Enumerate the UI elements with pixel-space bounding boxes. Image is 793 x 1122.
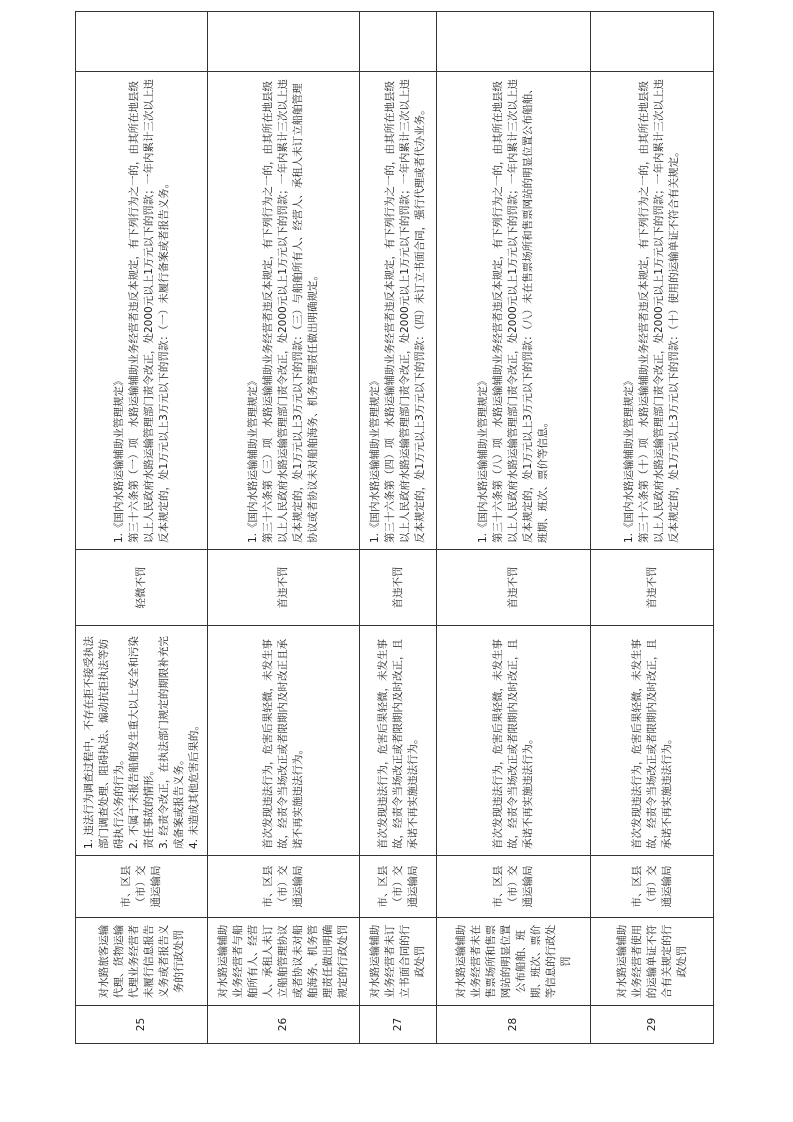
row-number: 25	[76, 1006, 208, 1044]
condition-line: 4. 未造成其他危害后果的。	[187, 720, 200, 849]
exemption-conditions	[208, 626, 360, 856]
table-row	[360, 12, 437, 1044]
basis-line: 第三十六条第（十）项 水路运输辅助业务经营者违反本规定，有下列行为之一的，由其所在地县级以上人民政府水路运输管理部门责令改正，处2000元以上1万元以下的罚款；一年内累计三次以上违反本规定的，处1万元以上3万元以下的罚款：（十）使用的运输单证不符合有关规定。	[638, 79, 680, 543]
enforcement-authority: 市、区县（市）交通运输局	[76, 856, 208, 918]
enforcement-authority: 市、区县（市）交通运输局	[591, 856, 714, 918]
basis-line: 1.《国内水路运输辅助业管理规定》	[247, 375, 259, 543]
exemption-conditions	[76, 626, 208, 856]
exemption-type: 轻微不罚	[76, 550, 208, 626]
exemption-conditions	[591, 626, 714, 856]
penalty-item-name: 对水路运输辅助业务经营者未订立书面合同的行政处罚	[360, 918, 437, 1006]
basis-line: 1.《国内水路运输辅助业管理规定》	[112, 375, 125, 543]
basis-line: 1.《国内水路运输辅助业管理规定》	[477, 375, 489, 543]
penalty-item-name: 对水路运输辅助业务经营者未在售票场所和售票网站的明显位置公布船舶、班期、班次、票价等信息的行政处罚	[437, 918, 591, 1006]
basis-line: 第三十六条第（一）项 水路运输辅助业务经营者违反本规定，有下列行为之一的，由其所在地县级以上人民政府水路运输管理部门责令改正，处2000元以上1万元以下的罚款；一年内累计三次以上违反本规定的，处1万元以上3万元以下的罚款：（一）未履行备案或者报告义务。	[127, 79, 170, 543]
condition-line: 3. 经责令改正，在执法部门规定的期限补充完成备案或报告义务。	[157, 636, 185, 849]
blank-cell	[360, 12, 437, 72]
table-row	[591, 12, 714, 1044]
condition-line: 首次发现违法行为，危害后果轻微，未发生事故，经责令当场改正或者限期内及时改正，且承诺不再实施违法行为。	[630, 639, 673, 849]
basis-line: 1.《国内水路运输辅助业管理规定》	[623, 375, 635, 543]
condition-line: 1. 违法行为调查过程中，不存在拒不接受执法部门调查处理、阻碍执法、煽动抗拒执法等妨碍执行公务的行为。	[82, 636, 125, 849]
blank-cell	[591, 12, 714, 72]
basis-line: 第三十六条第（八）项 水路运输辅助业务经营者违反本规定，有下列行为之一的，由其所在地县级以上人民政府水路运输管理部门责令改正，处2000元以上1万元以下的罚款；一年内累计三次以上违反本规定的，处1万元以上3万元以下的罚款：（八）未在售票场所和售票网站的明显位置公布船舶、班期、班次、票价等信息。	[492, 79, 549, 543]
row-number: 27	[360, 1006, 437, 1044]
exemption-conditions	[360, 626, 437, 856]
exemption-type: 首违不罚	[208, 550, 360, 626]
blank-cell	[437, 12, 591, 72]
basis-line: 1.《国内水路运输辅助业管理规定》	[369, 375, 381, 543]
exemption-type: 首违不罚	[360, 550, 437, 626]
blank-cell	[76, 12, 208, 72]
penalty-item-name: 对水路旅客运输代理、货物运输代理业务经营者未履行信息报告义务或者报告义务的行政处罚	[76, 918, 208, 1006]
penalty-item-name: 对水路运输辅助业务经营者使用的运输单证不符合有关规定的行政处罚	[591, 918, 714, 1006]
legal-basis	[360, 72, 437, 550]
exemption-type: 首违不罚	[437, 550, 591, 626]
enforcement-authority: 市、区县（市）交通运输局	[437, 856, 591, 918]
exemption-conditions	[437, 626, 591, 856]
legal-basis	[591, 72, 714, 550]
table-row	[208, 12, 360, 1044]
table-row	[76, 12, 208, 1044]
row-number: 26	[208, 1006, 360, 1044]
row-number: 28	[437, 1006, 591, 1044]
basis-line: 第三十六条第（四）项 水路运输辅助业务经营者违反本规定，有下列行为之一的，由其所在地县级以上人民政府水路运输管理部门责令改正，处2000元以上1万元以下的罚款；一年内累计三次以上违反本规定的，处1万元以上3万元以下的罚款：（四）未订立书面合同，强行代理或者代办业务。	[384, 79, 426, 543]
exemption-type: 首违不罚	[591, 550, 714, 626]
penalty-table	[75, 11, 714, 1044]
table-row	[437, 12, 591, 1044]
enforcement-authority: 市、区县（市）交通运输局	[208, 856, 360, 918]
condition-line: 首次发现违法行为，危害后果轻微，未发生事故，经责令当场改正或者限期内及时改正且承诺不再实施违法行为。	[262, 639, 304, 849]
condition-line: 2. 不属于未报告船舶发生重大以上安全和污染责任事故的情形。	[127, 636, 155, 849]
enforcement-authority: 市、区县（市）交通运输局	[360, 856, 437, 918]
basis-line: 第三十六条第（三）项 水路运输辅助业务经营者违反本规定，有下列行为之一的，由其所在地县级以上人民政府水路运输管理部门责令改正，处2000元以上1万元以下的罚款；一年内累计三次以上违反本规定的，处1万元以上3万元以下的罚款：（三）与船舶所有人、经营人、承租人未订立船舶管理协议或者协议未对船舶海务、机务管理责任做出明确规定。	[262, 79, 319, 543]
legal-basis	[208, 72, 360, 550]
legal-basis	[76, 72, 208, 550]
condition-line: 首次发现违法行为，危害后果轻微，未发生事故，经责令当场改正或者限期内及时改正，且承诺不再实施违法行为。	[492, 639, 534, 849]
blank-cell	[208, 12, 360, 72]
table-body	[76, 12, 714, 1044]
legal-basis	[437, 72, 591, 550]
penalty-item-name: 对水路运输辅助业务经营者与船舶所有人、经营人、承租人未订立船舶管理协议或者协议未对船舶海务、机务管理责任做出明确规定的行政处罚	[208, 918, 360, 1006]
condition-line: 首次发现违法行为，危害后果轻微，未发生事故，经责令当场改正或者限期内及时改正，且承诺不再实施违法行为。	[376, 639, 419, 849]
row-number: 29	[591, 1006, 714, 1044]
